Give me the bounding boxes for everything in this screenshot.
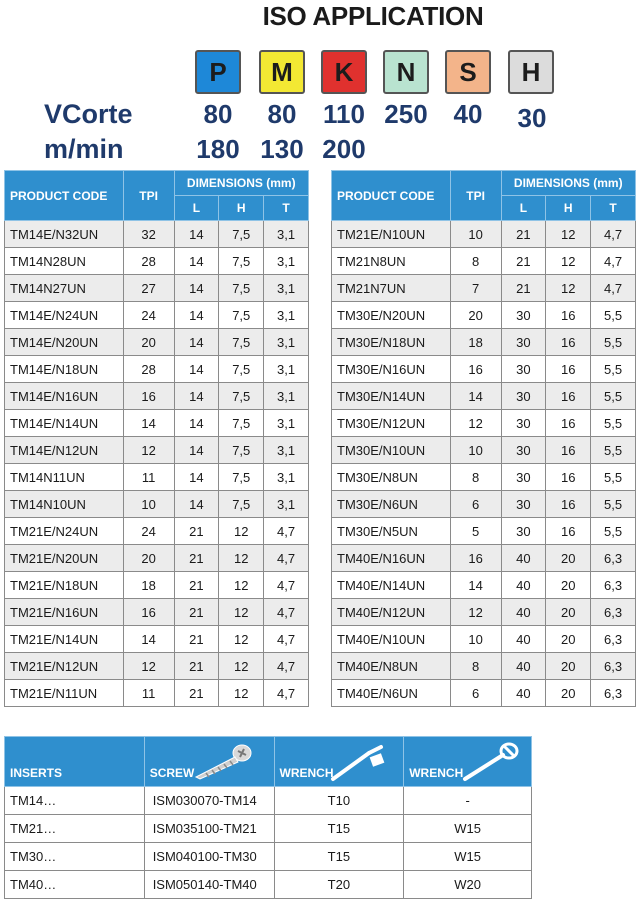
t-cell: 3,1 bbox=[264, 329, 309, 356]
t-header: T bbox=[264, 196, 309, 221]
product-code-cell: TM30E/N6UN bbox=[332, 491, 451, 518]
t-cell: 6,3 bbox=[591, 653, 636, 680]
product-table-left bbox=[4, 170, 309, 707]
t-cell: 6,3 bbox=[591, 626, 636, 653]
table-row bbox=[332, 383, 636, 410]
wrench-cell: T20 bbox=[274, 871, 404, 899]
t-wrench-icon bbox=[459, 741, 521, 783]
l-cell: 40 bbox=[501, 572, 546, 599]
l-cell: 14 bbox=[174, 410, 219, 437]
vcorte-m-value-2: 130 bbox=[260, 134, 304, 164]
t-cell: 4,7 bbox=[264, 599, 309, 626]
table-row bbox=[5, 383, 309, 410]
insert-cell: TM40… bbox=[5, 871, 145, 899]
table-row bbox=[5, 248, 309, 275]
t-cell: 5,5 bbox=[591, 410, 636, 437]
wrench2-cell: W15 bbox=[404, 843, 532, 871]
h-cell: 12 bbox=[219, 518, 264, 545]
l-cell: 14 bbox=[174, 275, 219, 302]
wrench-cell: T10 bbox=[274, 787, 404, 815]
product-code-cell: TM14N27UN bbox=[5, 275, 124, 302]
tpi-cell: 14 bbox=[450, 572, 501, 599]
l-cell: 30 bbox=[501, 383, 546, 410]
l-header: L bbox=[174, 196, 219, 221]
t-cell: 5,5 bbox=[591, 383, 636, 410]
t-cell: 4,7 bbox=[591, 275, 636, 302]
tpi-cell: 20 bbox=[123, 545, 174, 572]
tpi-cell: 16 bbox=[123, 383, 174, 410]
inserts-header: INSERTS bbox=[5, 737, 145, 787]
screw-cell: ISM040100-TM30 bbox=[144, 843, 274, 871]
h-cell: 20 bbox=[546, 680, 591, 707]
l-cell: 30 bbox=[501, 437, 546, 464]
t-cell: 5,5 bbox=[591, 302, 636, 329]
tpi-cell: 24 bbox=[123, 518, 174, 545]
wrench2-cell: W15 bbox=[404, 815, 532, 843]
h-cell: 7,5 bbox=[219, 356, 264, 383]
t-cell: 4,7 bbox=[264, 518, 309, 545]
product-code-cell: TM40E/N14UN bbox=[332, 572, 451, 599]
h-cell: 16 bbox=[546, 437, 591, 464]
tpi-cell: 28 bbox=[123, 248, 174, 275]
wrench-cell: T15 bbox=[274, 843, 404, 871]
h-cell: 16 bbox=[546, 356, 591, 383]
h-cell: 12 bbox=[219, 545, 264, 572]
product-code-cell: TM40E/N6UN bbox=[332, 680, 451, 707]
product-table-right bbox=[331, 170, 636, 707]
tpi-cell: 10 bbox=[123, 491, 174, 518]
table-row bbox=[5, 221, 309, 248]
product-code-header: PRODUCT CODE bbox=[332, 171, 451, 221]
t-cell: 4,7 bbox=[264, 653, 309, 680]
table-row bbox=[332, 356, 636, 383]
product-code-cell: TM21E/N14UN bbox=[5, 626, 124, 653]
unit-label: m/min bbox=[44, 134, 124, 164]
h-cell: 7,5 bbox=[219, 464, 264, 491]
tpi-cell: 8 bbox=[450, 653, 501, 680]
tpi-cell: 32 bbox=[123, 221, 174, 248]
t-cell: 4,7 bbox=[264, 680, 309, 707]
l-cell: 14 bbox=[174, 491, 219, 518]
h-cell: 12 bbox=[219, 599, 264, 626]
product-code-cell: TM21E/N16UN bbox=[5, 599, 124, 626]
h-cell: 7,5 bbox=[219, 383, 264, 410]
tpi-cell: 16 bbox=[450, 356, 501, 383]
table-row bbox=[332, 599, 636, 626]
l-cell: 21 bbox=[174, 572, 219, 599]
h-cell: 20 bbox=[546, 599, 591, 626]
t-cell: 6,3 bbox=[591, 572, 636, 599]
l-cell: 30 bbox=[501, 464, 546, 491]
t-cell: 3,1 bbox=[264, 248, 309, 275]
t-cell: 3,1 bbox=[264, 410, 309, 437]
product-code-cell: TM30E/N14UN bbox=[332, 383, 451, 410]
product-code-cell: TM21E/N20UN bbox=[5, 545, 124, 572]
h-cell: 16 bbox=[546, 491, 591, 518]
insert-cell: TM14… bbox=[5, 787, 145, 815]
wrench2-cell: W20 bbox=[404, 871, 532, 899]
product-code-cell: TM30E/N20UN bbox=[332, 302, 451, 329]
h-cell: 12 bbox=[219, 680, 264, 707]
dimensions-header: DIMENSIONS (mm) bbox=[501, 171, 636, 196]
tpi-cell: 16 bbox=[123, 599, 174, 626]
product-code-cell: TM30E/N5UN bbox=[332, 518, 451, 545]
l-cell: 14 bbox=[174, 356, 219, 383]
l-cell: 30 bbox=[501, 302, 546, 329]
tpi-cell: 10 bbox=[450, 626, 501, 653]
screw-cell: ISM050140-TM40 bbox=[144, 871, 274, 899]
l-cell: 14 bbox=[174, 437, 219, 464]
t-cell: 6,3 bbox=[591, 680, 636, 707]
product-code-header: PRODUCT CODE bbox=[5, 171, 124, 221]
product-code-cell: TM21N7UN bbox=[332, 275, 451, 302]
h-cell: 20 bbox=[546, 572, 591, 599]
product-code-cell: TM14E/N18UN bbox=[5, 356, 124, 383]
product-code-cell: TM14E/N12UN bbox=[5, 437, 124, 464]
product-code-cell: TM30E/N16UN bbox=[332, 356, 451, 383]
tpi-cell: 24 bbox=[123, 302, 174, 329]
h-cell: 16 bbox=[546, 383, 591, 410]
vcorte-k-value-2: 200 bbox=[322, 134, 366, 164]
tpi-cell: 27 bbox=[123, 275, 174, 302]
product-code-cell: TM30E/N12UN bbox=[332, 410, 451, 437]
t-cell: 4,7 bbox=[591, 248, 636, 275]
tpi-cell: 11 bbox=[123, 680, 174, 707]
h-header: H bbox=[546, 196, 591, 221]
h-cell: 7,5 bbox=[219, 491, 264, 518]
t-cell: 5,5 bbox=[591, 518, 636, 545]
h-cell: 16 bbox=[546, 464, 591, 491]
product-code-cell: TM14E/N20UN bbox=[5, 329, 124, 356]
t-cell: 6,3 bbox=[591, 545, 636, 572]
product-code-cell: TM21E/N24UN bbox=[5, 518, 124, 545]
vcorte-n-value: 250 bbox=[384, 99, 428, 129]
product-code-cell: TM14E/N16UN bbox=[5, 383, 124, 410]
tpi-cell: 16 bbox=[450, 545, 501, 572]
l-cell: 30 bbox=[501, 518, 546, 545]
h-cell: 12 bbox=[546, 248, 591, 275]
table-row bbox=[5, 302, 309, 329]
h-cell: 12 bbox=[546, 275, 591, 302]
product-code-cell: TM30E/N18UN bbox=[332, 329, 451, 356]
l-cell: 40 bbox=[501, 599, 546, 626]
table-row bbox=[332, 437, 636, 464]
table-row bbox=[5, 626, 309, 653]
product-code-cell: TM14N10UN bbox=[5, 491, 124, 518]
l-cell: 21 bbox=[174, 518, 219, 545]
product-code-cell: TM30E/N8UN bbox=[332, 464, 451, 491]
tpi-cell: 10 bbox=[450, 221, 501, 248]
iso-p-badge: P bbox=[195, 50, 241, 94]
h-cell: 16 bbox=[546, 410, 591, 437]
vcorte-label: VCorte bbox=[44, 99, 133, 129]
tpi-cell: 20 bbox=[450, 302, 501, 329]
product-code-cell: TM14E/N24UN bbox=[5, 302, 124, 329]
t-cell: 3,1 bbox=[264, 383, 309, 410]
table-row bbox=[5, 843, 532, 871]
product-code-cell: TM40E/N12UN bbox=[332, 599, 451, 626]
table-row bbox=[5, 410, 309, 437]
product-code-cell: TM30E/N10UN bbox=[332, 437, 451, 464]
iso-h-badge: H bbox=[508, 50, 554, 94]
l-cell: 21 bbox=[174, 545, 219, 572]
l-cell: 14 bbox=[174, 221, 219, 248]
l-cell: 21 bbox=[501, 275, 546, 302]
l-cell: 21 bbox=[501, 248, 546, 275]
accessories-table bbox=[4, 736, 532, 899]
vcorte-k-value: 110 bbox=[323, 99, 365, 129]
insert-cell: TM21… bbox=[5, 815, 145, 843]
t-cell: 3,1 bbox=[264, 356, 309, 383]
t-cell: 5,5 bbox=[591, 464, 636, 491]
h-cell: 7,5 bbox=[219, 221, 264, 248]
table-row bbox=[5, 599, 309, 626]
table-row bbox=[5, 653, 309, 680]
t-cell: 6,3 bbox=[591, 599, 636, 626]
product-code-cell: TM21E/N18UN bbox=[5, 572, 124, 599]
h-cell: 12 bbox=[219, 572, 264, 599]
tpi-header: TPI bbox=[123, 171, 174, 221]
tpi-header: TPI bbox=[450, 171, 501, 221]
l-cell: 21 bbox=[501, 221, 546, 248]
table-row bbox=[5, 491, 309, 518]
table-row bbox=[332, 329, 636, 356]
tpi-cell: 10 bbox=[450, 437, 501, 464]
t-cell: 5,5 bbox=[591, 437, 636, 464]
product-code-cell: TM21N8UN bbox=[332, 248, 451, 275]
t-cell: 5,5 bbox=[591, 356, 636, 383]
t-header: T bbox=[591, 196, 636, 221]
wrench-header-1: WRENCH bbox=[274, 737, 404, 787]
tpi-cell: 14 bbox=[123, 626, 174, 653]
table-row bbox=[5, 680, 309, 707]
table-row bbox=[332, 275, 636, 302]
h-cell: 16 bbox=[546, 518, 591, 545]
vcorte-p-value-2: 180 bbox=[196, 134, 240, 164]
t-cell: 3,1 bbox=[264, 464, 309, 491]
table-row bbox=[5, 356, 309, 383]
l-cell: 30 bbox=[501, 410, 546, 437]
l-cell: 14 bbox=[174, 302, 219, 329]
h-cell: 20 bbox=[546, 626, 591, 653]
h-cell: 7,5 bbox=[219, 437, 264, 464]
tpi-cell: 7 bbox=[450, 275, 501, 302]
product-code-cell: TM14N28UN bbox=[5, 248, 124, 275]
table-row bbox=[5, 787, 532, 815]
product-code-cell: TM40E/N16UN bbox=[332, 545, 451, 572]
l-cell: 14 bbox=[174, 464, 219, 491]
table-row bbox=[332, 248, 636, 275]
wrench-header-2: WRENCH bbox=[404, 737, 532, 787]
table-row bbox=[332, 545, 636, 572]
tpi-cell: 6 bbox=[450, 680, 501, 707]
screw-header: SCREW bbox=[144, 737, 274, 787]
h-cell: 7,5 bbox=[219, 329, 264, 356]
l-cell: 40 bbox=[501, 626, 546, 653]
iso-k-badge: K bbox=[321, 50, 367, 94]
l-wrench-icon bbox=[325, 741, 389, 783]
t-cell: 3,1 bbox=[264, 302, 309, 329]
l-cell: 40 bbox=[501, 545, 546, 572]
screw-icon bbox=[190, 743, 252, 781]
wrench-cell: T15 bbox=[274, 815, 404, 843]
product-code-cell: TM14N11UN bbox=[5, 464, 124, 491]
h-cell: 12 bbox=[546, 221, 591, 248]
t-cell: 4,7 bbox=[264, 572, 309, 599]
screw-cell: ISM030070-TM14 bbox=[144, 787, 274, 815]
tpi-cell: 20 bbox=[123, 329, 174, 356]
table-row bbox=[332, 491, 636, 518]
product-code-cell: TM40E/N8UN bbox=[332, 653, 451, 680]
h-cell: 20 bbox=[546, 653, 591, 680]
dimensions-header: DIMENSIONS (mm) bbox=[174, 171, 309, 196]
vcorte-s-value: 40 bbox=[453, 99, 483, 129]
tpi-cell: 5 bbox=[450, 518, 501, 545]
tpi-cell: 18 bbox=[450, 329, 501, 356]
l-cell: 21 bbox=[174, 626, 219, 653]
t-cell: 5,5 bbox=[591, 491, 636, 518]
t-cell: 4,7 bbox=[264, 545, 309, 572]
vcorte-h-value: 30 bbox=[517, 103, 547, 133]
table-row bbox=[5, 545, 309, 572]
table-row bbox=[5, 275, 309, 302]
t-cell: 3,1 bbox=[264, 275, 309, 302]
table-row bbox=[5, 572, 309, 599]
t-cell: 4,7 bbox=[591, 221, 636, 248]
insert-cell: TM30… bbox=[5, 843, 145, 871]
table-row bbox=[332, 221, 636, 248]
l-cell: 30 bbox=[501, 356, 546, 383]
product-code-cell: TM21E/N11UN bbox=[5, 680, 124, 707]
h-cell: 12 bbox=[219, 653, 264, 680]
h-cell: 7,5 bbox=[219, 410, 264, 437]
l-cell: 40 bbox=[501, 680, 546, 707]
tpi-cell: 12 bbox=[123, 653, 174, 680]
l-cell: 14 bbox=[174, 329, 219, 356]
iso-n-badge: N bbox=[383, 50, 429, 94]
tpi-cell: 18 bbox=[123, 572, 174, 599]
table-row bbox=[332, 626, 636, 653]
tpi-cell: 12 bbox=[450, 410, 501, 437]
h-cell: 16 bbox=[546, 302, 591, 329]
table-row bbox=[5, 329, 309, 356]
t-cell: 5,5 bbox=[591, 329, 636, 356]
l-cell: 21 bbox=[174, 680, 219, 707]
tpi-cell: 28 bbox=[123, 356, 174, 383]
tpi-cell: 8 bbox=[450, 464, 501, 491]
screw-cell: ISM035100-TM21 bbox=[144, 815, 274, 843]
product-code-cell: TM21E/N10UN bbox=[332, 221, 451, 248]
table-row bbox=[332, 302, 636, 329]
table-row bbox=[332, 518, 636, 545]
t-cell: 3,1 bbox=[264, 491, 309, 518]
table-row bbox=[5, 871, 532, 899]
table-row bbox=[332, 680, 636, 707]
wrench2-cell: - bbox=[404, 787, 532, 815]
h-cell: 16 bbox=[546, 329, 591, 356]
table-row bbox=[5, 464, 309, 491]
l-cell: 21 bbox=[174, 599, 219, 626]
page-title: ISO APPLICATION bbox=[262, 1, 484, 31]
table-row bbox=[5, 815, 532, 843]
vcorte-m-value: 80 bbox=[267, 99, 297, 129]
t-cell: 3,1 bbox=[264, 437, 309, 464]
table-row bbox=[332, 572, 636, 599]
tpi-cell: 6 bbox=[450, 491, 501, 518]
h-cell: 7,5 bbox=[219, 302, 264, 329]
h-header: H bbox=[219, 196, 264, 221]
l-cell: 14 bbox=[174, 383, 219, 410]
l-cell: 40 bbox=[501, 653, 546, 680]
tpi-cell: 12 bbox=[450, 599, 501, 626]
table-row bbox=[332, 464, 636, 491]
product-code-cell: TM14E/N32UN bbox=[5, 221, 124, 248]
table-row bbox=[332, 653, 636, 680]
h-cell: 12 bbox=[219, 626, 264, 653]
table-row bbox=[332, 410, 636, 437]
h-cell: 7,5 bbox=[219, 275, 264, 302]
l-header: L bbox=[501, 196, 546, 221]
product-code-cell: TM40E/N10UN bbox=[332, 626, 451, 653]
t-cell: 4,7 bbox=[264, 626, 309, 653]
table-row bbox=[5, 518, 309, 545]
l-cell: 30 bbox=[501, 329, 546, 356]
l-cell: 21 bbox=[174, 653, 219, 680]
t-cell: 3,1 bbox=[264, 221, 309, 248]
iso-m-badge: M bbox=[259, 50, 305, 94]
tpi-cell: 8 bbox=[450, 248, 501, 275]
vcorte-p-value: 80 bbox=[203, 99, 233, 129]
table-row bbox=[5, 437, 309, 464]
tpi-cell: 12 bbox=[123, 437, 174, 464]
h-cell: 20 bbox=[546, 545, 591, 572]
product-code-cell: TM21E/N12UN bbox=[5, 653, 124, 680]
l-cell: 30 bbox=[501, 491, 546, 518]
tpi-cell: 14 bbox=[450, 383, 501, 410]
tpi-cell: 14 bbox=[123, 410, 174, 437]
product-code-cell: TM14E/N14UN bbox=[5, 410, 124, 437]
h-cell: 7,5 bbox=[219, 248, 264, 275]
tpi-cell: 11 bbox=[123, 464, 174, 491]
iso-s-badge: S bbox=[445, 50, 491, 94]
l-cell: 14 bbox=[174, 248, 219, 275]
